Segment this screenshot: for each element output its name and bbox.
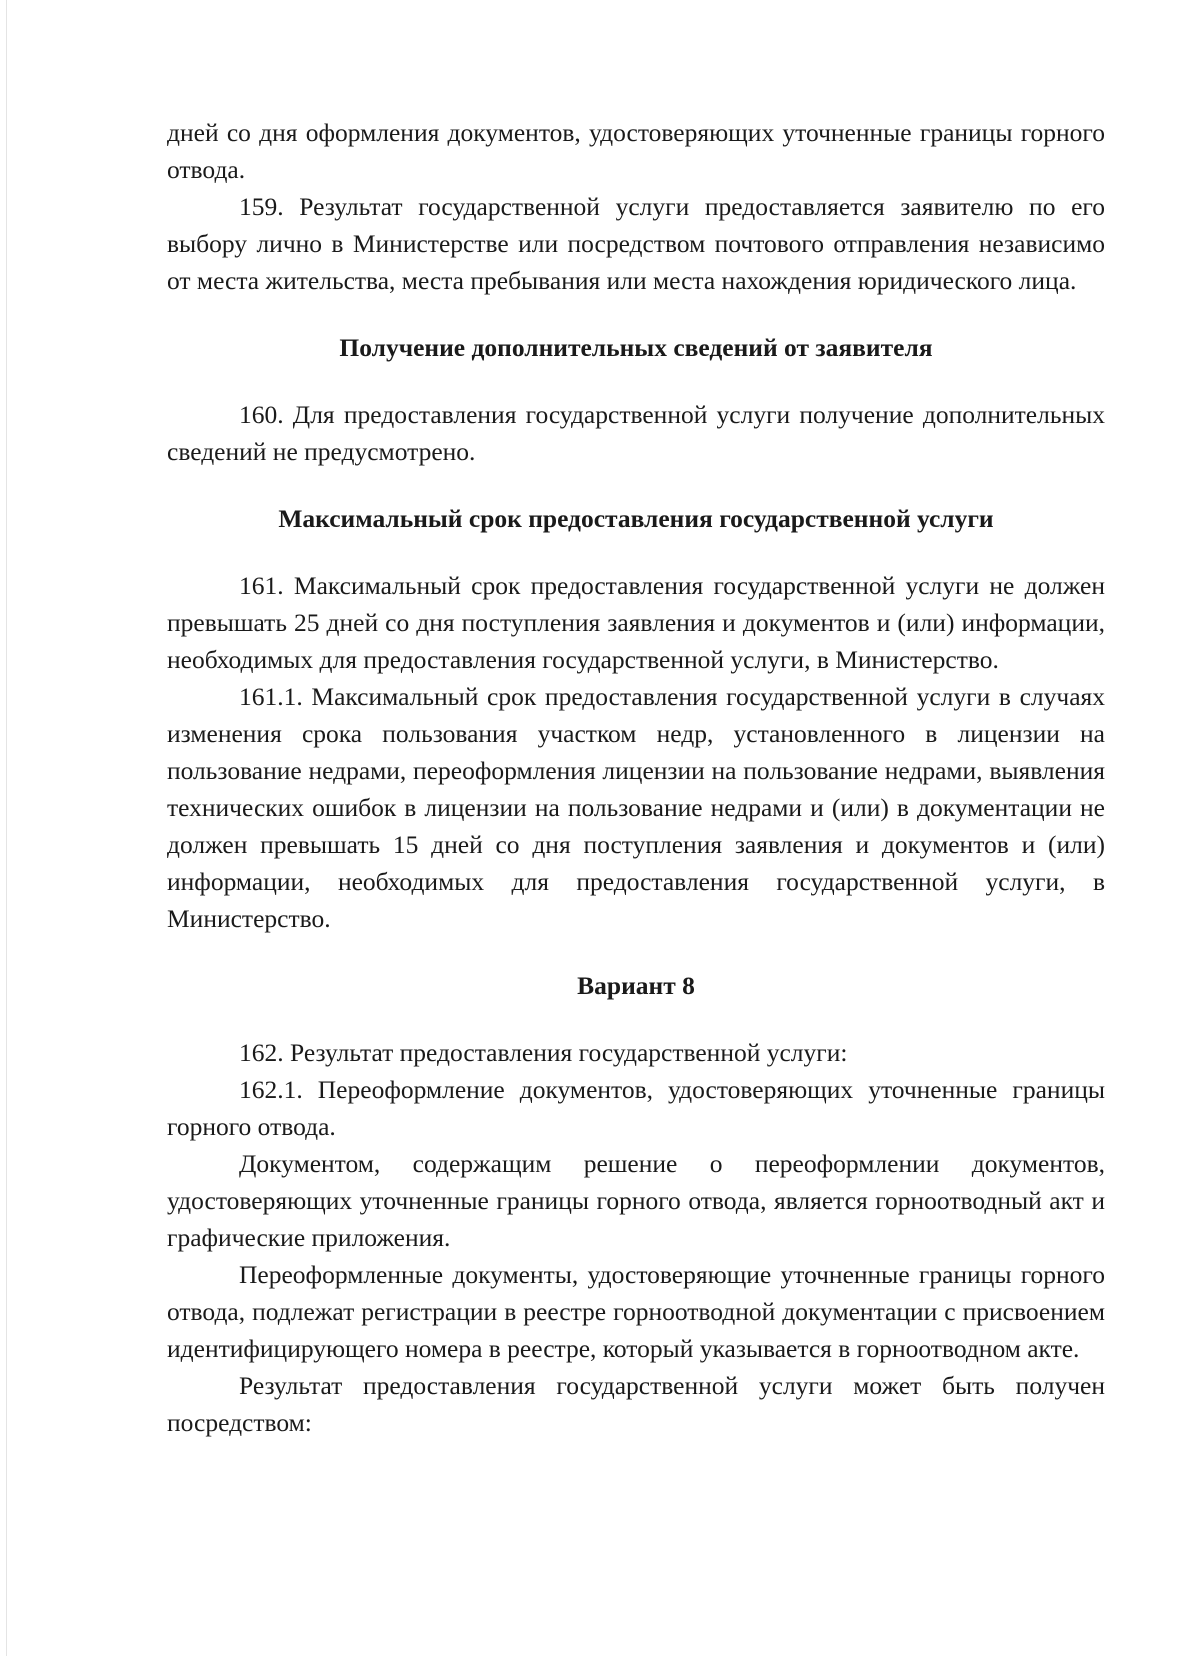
paragraph-162: 162. Результат предоставления государственной услуги:	[239, 1038, 848, 1067]
section-heading-additional-info: Получение дополнительных сведений от заявителя	[339, 333, 933, 362]
section-heading-max-term: Максимальный срок предоставления государственной услуги	[278, 504, 994, 533]
paragraph-162-1: 162.1. Переоформление документов, удостоверяющих уточненные границы горного отвода.	[167, 1075, 1105, 1141]
paragraph-reissued-documents: Переоформленные документы, удостоверяющие уточненные границы горного отвода, подлежат регистрации в реестре горноотводной документации с присвоением идентифицирующего номера в реестре, который указывается в горноотводном акте.	[167, 1260, 1105, 1363]
paragraph-document-decision: Документом, содержащим решение о переоформлении документов, удостоверяющих уточненные границы горного отвода, является горноотводный акт и графические приложения.	[167, 1149, 1105, 1252]
paragraph-result-obtained: Результат предоставления государственной услуги может быть получен посредством:	[167, 1371, 1105, 1437]
paragraph-161-1: 161.1. Максимальный срок предоставления государственной услуги в случаях изменения срока пользования участком недр, установленного в лицензии на пользование недрами, переоформления лицензии на пользование недрами, выявления технических ошибок в лицензии на пользование недрами и (или) в документации не должен превышать 15 дней со дня поступления заявления и документов и (или) информации, необходимых для предоставления государственной услуги, в Министерство.	[167, 682, 1105, 933]
scan-edge-line	[6, 0, 7, 1656]
paragraph-161: 161. Максимальный срок предоставления государственной услуги не должен превышать 25 дней со дня поступления заявления и документов и (или) информации, необходимых для предоставления государственной услуги, в Министерство.	[167, 571, 1105, 674]
paragraph-159: 159. Результат государственной услуги предоставляется заявителю по его выбору лично в Министерстве или посредством почтового отправления независимо от места жительства, места пребывания или места нахождения юридического лица.	[167, 192, 1105, 295]
paragraph-continuation: дней со дня оформления документов, удостоверяющих уточненные границы горного отвода.	[167, 118, 1105, 184]
section-heading-variant-8: Вариант 8	[577, 971, 695, 1000]
document-body	[167, 114, 1105, 1441]
paragraph-160: 160. Для предоставления государственной услуги получение дополнительных сведений не предусмотрено.	[167, 400, 1105, 466]
